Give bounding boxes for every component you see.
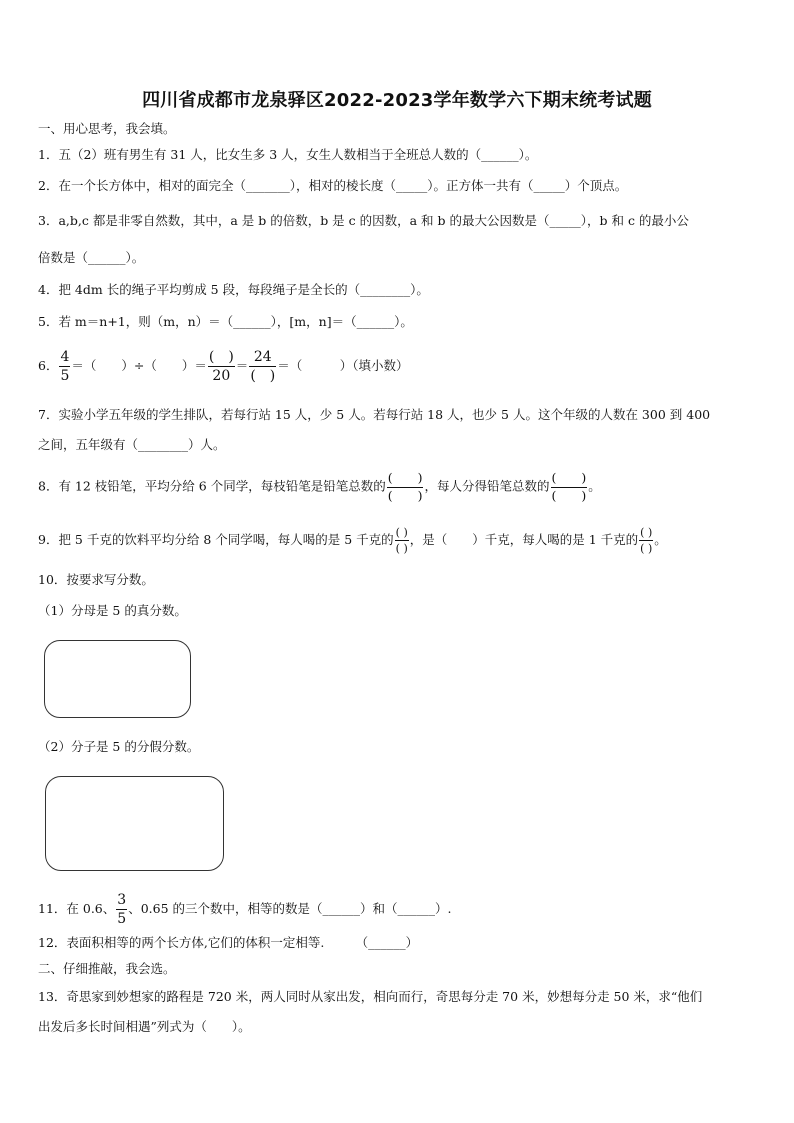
question-9-text-c: 。: [654, 532, 667, 547]
question-12: 12．表面积相等的两个长方体,它们的体积一定相等. （______）: [38, 935, 419, 950]
question-11-text-b: 、0.65 的三个数中，相等的数是（______）和（______）.: [128, 901, 452, 916]
question-8: [38, 472, 601, 502]
question-3-line2: 倍数是（______）。: [38, 250, 145, 265]
section-heading-choose: 二、仔细推敲，我会选。: [38, 961, 176, 976]
question-10-part-1: （1）分母是 5 的真分数。: [38, 603, 187, 618]
question-1: 1．五（2）班有男生有 31 人，比女生多 3 人，女生人数相当于全班总人数的（______）。: [38, 147, 538, 162]
page-title: 四川省成都市龙泉驿区2022-2023学年数学六下期末统考试题: [142, 90, 652, 111]
question-6-equals: ＝: [235, 358, 249, 373]
question-8-text-b: ，每人分得铅笔总数的: [424, 478, 550, 494]
question-7-line2: 之间，五年级有（________）人。: [38, 437, 226, 452]
fraction-24-over-blank: $\frac{24}{( )}$: [250, 349, 276, 384]
question-10: 10．按要求写分数。: [38, 572, 154, 587]
question-8-text-c: 。: [588, 478, 601, 494]
section-heading-fill: 一、用心思考，我会填。: [38, 121, 176, 136]
question-13-line1: 13．奇思家到妙想家的路程是 720 米，两人同时从家出发，相向而行，奇思每分走 70 米，妙想每分走 50 米，求“他们: [38, 989, 703, 1004]
question-4: 4．把 4dm 长的绳子平均剪成 5 段，每段绳子是全长的（________）。: [38, 282, 429, 297]
fraction-blank-1: $\frac{( )}{( )}$: [387, 470, 423, 503]
question-9-text-b: ，是（ ）千克，每人喝的是 1 千克的: [409, 532, 639, 547]
fraction-blank-2: $\frac{( )}{( )}$: [551, 470, 587, 503]
question-10-part-2: （2）分子是 5 的分假分数。: [38, 739, 200, 754]
question-6: [38, 350, 409, 383]
question-8-text-a: 8．有 12 枝铅笔，平均分给 6 个同学，每枝铅笔是铅笔总数的: [38, 478, 386, 494]
question-2: 2．在一个长方体中，相对的面完全（_______），相对的棱长度（_____）。正方体一共有（_____）个顶点。: [38, 178, 628, 193]
answer-box-1[interactable]: [44, 640, 191, 718]
answer-box-2[interactable]: [45, 776, 224, 871]
question-5: 5．若 m＝n+1，则（m，n）＝（______），[m，n]＝（______）。: [38, 314, 413, 329]
question-9: [38, 527, 667, 554]
question-6-label: 6．: [38, 358, 59, 373]
question-9-text-a: 9．把 5 千克的饮料平均分给 8 个同学喝，每人喝的是 5 千克的: [38, 532, 394, 547]
fraction-blank-4: $\frac{( )}{( )}$: [640, 526, 653, 555]
question-11-text-a: 11．在 0.6、: [38, 901, 116, 916]
fraction-blank-3: $\frac{( )}{( )}$: [395, 526, 408, 555]
question-6-middle: ＝（ ）÷（ ）＝: [71, 358, 207, 373]
question-3-line1: 3．a,b,c 都是非零自然数，其中，a 是 b 的倍数，b 是 c 的因数，a 和 b 的最大公因数是（_____），b 和 c 的最小公: [38, 213, 689, 228]
question-13-line2: 出发后多长时间相遇”列式为（ ）。: [38, 1019, 251, 1034]
fraction-three-fifths: $\frac{3}{5}$: [117, 892, 127, 927]
question-6-end: ＝（ ）（填小数）: [277, 358, 409, 373]
fraction-four-fifths: $\frac{4}{5}$: [60, 349, 70, 384]
question-7-line1: 7．实验小学五年级的学生排队，若每行站 15 人，少 5 人。若每行站 18 人，也少 5 人。这个年级的人数在 300 到 400: [38, 407, 711, 422]
fraction-blank-over-20: $\frac{( )}{20}$: [208, 349, 234, 384]
question-11: [38, 893, 451, 926]
